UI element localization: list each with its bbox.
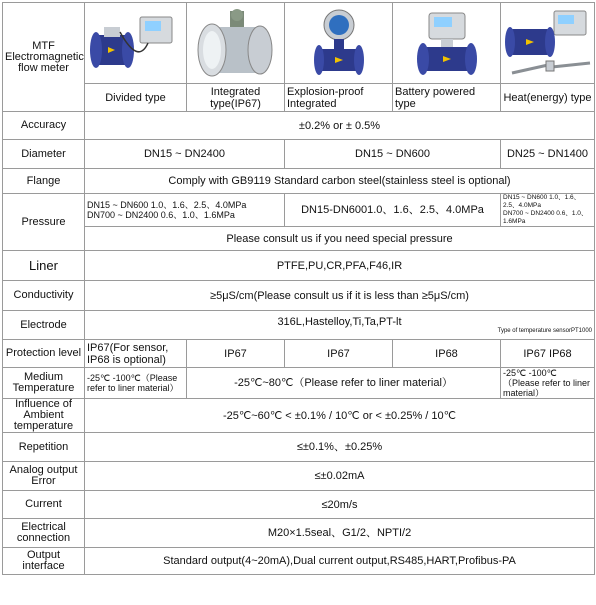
electrode-value: 316L,Hastelloy,Ti,Ta,PT-lt	[277, 315, 402, 328]
conductivity-row	[3, 281, 595, 311]
flange-label: Flange	[3, 169, 85, 194]
pressure-ranges	[85, 194, 285, 227]
pressure-note: Please consult us if you need special pressure	[85, 227, 595, 251]
pressure-line-2: DN700 ~ DN2400 0.6、1.0、1.6MPa	[87, 210, 235, 220]
protection-value-3: IP67	[285, 340, 393, 368]
electrode-row	[3, 311, 595, 340]
protection-value-5: IP67 IP68	[501, 340, 595, 368]
diameter-label: Diameter	[3, 140, 85, 169]
analog-output-label: Analog output Error	[3, 462, 85, 491]
pressure-line-1: DN15 ~ DN600 1.0、1.6、2.5、4.0MPa	[87, 200, 247, 210]
type-heat: Heat(energy) type	[501, 84, 595, 112]
analog-output-value: ≤±0.02mA	[85, 462, 595, 491]
liner-value: PTFE,PU,CR,PFA,F46,IR	[85, 251, 595, 281]
divided-meter-image	[85, 3, 187, 84]
type-row	[3, 84, 595, 112]
pressure-mid: DN15-DN6001.0、1.6、2.5、4.0MPa	[285, 194, 501, 227]
electrical-connection-label: Electrical connection	[3, 519, 85, 548]
protection-row	[3, 340, 595, 368]
type-integrated: Integrated type(IP67)	[187, 84, 285, 112]
current-value: ≤20m/s	[85, 491, 595, 519]
diameter-row	[3, 140, 595, 169]
medium-temperature-value-1: -25℃ -100℃（Please refer to liner material）	[85, 368, 187, 399]
accuracy-label: Accuracy	[3, 112, 85, 140]
liner-row	[3, 251, 595, 281]
temperature-sensor-note: Type of temperature sensorPT1000	[497, 327, 592, 334]
heat-meter-image	[501, 3, 595, 84]
repetition-row	[3, 433, 595, 462]
conductivity-label: Conductivity	[3, 281, 85, 311]
pressure-note-row	[3, 227, 595, 251]
diameter-value-3: DN25 ~ DN1400	[501, 140, 595, 169]
ambient-value: -25℃~60℃ < ±0.1% / 10℃ or < ±0.25% / 10℃	[85, 399, 595, 433]
type-battery: Battery powered type	[393, 84, 501, 112]
ambient-row	[3, 399, 595, 433]
repetition-value: ≤±0.1%、±0.25%	[85, 433, 595, 462]
type-explosion-proof: Explosion-proof Integrated	[285, 84, 393, 112]
liner-label: Liner	[3, 251, 85, 281]
ambient-label: Influence of Ambient temperature	[3, 399, 85, 433]
protection-value-2: IP67	[187, 340, 285, 368]
medium-temperature-value-2: -25℃~80℃（Please refer to liner material）	[187, 368, 501, 399]
protection-value-1: IP67(For sensor, IP68 is optional)	[85, 340, 187, 368]
electrical-connection-value: M20×1.5seal、G1/2、NPTI/2	[85, 519, 595, 548]
current-label: Current	[3, 491, 85, 519]
repetition-label: Repetition	[3, 433, 85, 462]
pressure-heat-line-2: DN700 ~ DN2400 0.6、1.0、1.6MPa	[503, 210, 588, 225]
medium-temperature-label: Medium Temperature	[3, 368, 85, 399]
integrated-meter-image	[187, 3, 285, 84]
type-divided: Divided type	[85, 84, 187, 112]
pressure-heat	[501, 194, 595, 227]
accuracy-value: ±0.2% or ± 0.5%	[85, 112, 595, 140]
accuracy-row	[3, 112, 595, 140]
current-row	[3, 491, 595, 519]
output-interface-row	[3, 548, 595, 575]
conductivity-value: ≥5μS/cm(Please consult us if it is less than ≥5μS/cm)	[85, 281, 595, 311]
analog-output-row	[3, 462, 595, 491]
diameter-value-2: DN15 ~ DN600	[285, 140, 501, 169]
pressure-label: Pressure	[3, 194, 85, 251]
image-row	[3, 3, 595, 84]
electrode-cell	[85, 311, 595, 340]
electrode-label: Electrode	[3, 311, 85, 340]
electrical-connection-row	[3, 519, 595, 548]
flange-value: Comply with GB9119 Standard carbon steel(stainless steel is optional)	[85, 169, 595, 194]
diameter-value-1: DN15 ~ DN2400	[85, 140, 285, 169]
medium-temperature-value-3: -25℃ -100℃（Please refer to liner material）	[501, 368, 595, 399]
protection-label: Protection level	[3, 340, 85, 368]
output-interface-label: Output interface	[3, 548, 85, 575]
table-title: MTF Electromagnetic flow meter	[3, 3, 85, 112]
battery-meter-image	[393, 3, 501, 84]
protection-value-4: IP68	[393, 340, 501, 368]
pressure-heat-line-1: DN15 ~ DN600 1.0、1.6、2.5、4.0MPa	[503, 194, 581, 209]
spec-table	[2, 2, 595, 575]
medium-temperature-row	[3, 368, 595, 399]
output-interface-value: Standard output(4~20mA),Dual current output,RS485,HART,Profibus-PA	[85, 548, 595, 575]
pressure-row	[3, 194, 595, 227]
explosion-proof-meter-image	[285, 3, 393, 84]
flange-row	[3, 169, 595, 194]
